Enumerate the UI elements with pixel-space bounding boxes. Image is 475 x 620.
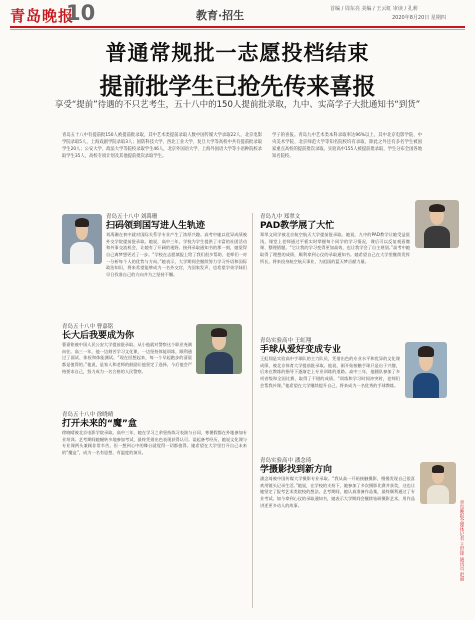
subheadline: 享受“提前”待遇的不只艺考生，五十八中的150人提前批录取，九中、实高学子大批通知书“到货” xyxy=(54,100,421,110)
headline-main: 普通常规批一志愿投档结束 xyxy=(105,40,370,65)
column-divider xyxy=(252,213,253,608)
profile-cao-jiaming xyxy=(62,324,192,408)
profile-body: 徐晓晴被北京电影学院录取。高中三年，她在学习之余坚持练习表演与台词，寒暑假都在外地参加专业培训。艺考期间她辗转多地参加考试，最终凭借出色表现获得认可。谈起备考经历，她说文化课与专业课两头兼顾非常辛苦，但一想到心中的舞台就觉得一切都值得。她希望在大学里打开自己未来的“魔盒”，成为一名有思想、有温度的演员。 xyxy=(62,430,247,455)
profile-liu-yushan xyxy=(62,214,247,332)
photo-wang-hongxiang xyxy=(405,342,447,398)
newspaper-logo: 青岛晚报 xyxy=(10,7,75,25)
reporter-credit: 青岛晚报全媒体记者 王世锋 通讯员 赵丽 xyxy=(459,500,464,581)
profile-title: 学摄影找到新方向 xyxy=(260,464,333,475)
profile-tag: 青岛实验高中 潘念琦 xyxy=(260,458,312,464)
issue-date: 2020年8月20日 星期四 xyxy=(392,15,446,21)
profile-wang-hongxiang xyxy=(260,338,400,451)
masthead-rule xyxy=(10,26,465,28)
photo-zheng-cuiwen xyxy=(415,200,459,248)
profile-body: 刘禹珊在初中就对国际关系学专业产生了浓厚兴趣。高考中她以优异成绩被外交学院提前批录取。她说，高中三年，学校为学生提供了丰富的社团活动和外事交流机会，让她有了开阔的视野。接到录取通知书的那一刻，她觉得自己离梦想更近了一步。“学校在志愿填报上给了我们很多帮助，老师们一对一分析每个人的优势与方向。”她表示，大学期间会继续努力学习外语和国际政治知识，将来希望能够成为一名外交官，为国家发声，也希望学弟学妹们早日找准自己的方向并为之坚持不懈。 xyxy=(106,232,247,277)
profile-body: 潘念琦被中国传媒大学摄影专业录取。“我从高一开始接触摄影，慢慢发现自己很喜欢用镜头记录生活。”她说，在学校的支持下，她参加了多次摄影比赛并获奖，这也让她坚定了报考艺术类院校的想法。艺考期间，她认真准备作品集，最终顺利通过了专业考试。如今拿到心仪的录取通知书，她表示大学期间会继续钻研摄影艺术，用作品讲述更多动人的故事。 xyxy=(260,476,415,508)
page-number: 10 xyxy=(66,1,96,25)
headline-secondary: 提前批学生已抢先传来喜报 xyxy=(99,73,376,100)
profile-title: 扫码领到国写进人生轨迹 xyxy=(106,220,206,231)
lead-paragraph-left: 青岛五十八中有提前批150人被提前批录取，其中艺术类提前录取人数中国传媒大学录取22人，北京电影学院录取5人，上海戏剧学院录取3人；国防科技大学、西北工业大学、复旦大学等高校中共有提前批录取学生20人；公安大学、政法大学等院校录取学生46人，北京外国语大学、上海外国语大学等小语种院校录取学生35人，高校专项计划及其他提前批次录取学生。 xyxy=(62,133,262,159)
lead-paragraph-right: 学子的喜报。青岛九中艺术类本科录取率达96%以上，其中北京电影学院、中央美术学院、北京师范大学等知名院校均有录取，除此之外还有多名学生被国家重点高校的提前批次录取。实验高中155人被提前批录取，学生分布全国各地知名院校。 xyxy=(272,133,422,159)
profile-zheng-cuiwen xyxy=(260,214,410,332)
photo-pan-nianqi xyxy=(420,462,456,504)
profile-title: PAD教学展了大忙 xyxy=(260,220,335,231)
profile-tag: 青岛五十八中 曹嘉铭 xyxy=(62,324,114,330)
masthead-rule-thin xyxy=(10,29,465,30)
profile-title: 长大后我要成为你 xyxy=(62,330,135,341)
profile-tag: 青岛实验高中 王虹翔 xyxy=(260,338,312,344)
profile-pan-nianqi xyxy=(260,458,415,616)
profile-tag: 青岛五十八中 刘禹珊 xyxy=(106,214,158,220)
editors-line: 首编 / 周东亮 美编 / 王云虹 审读 / 孔莉 xyxy=(330,6,418,12)
profile-body: 郑翠文同学被北京航空航天大学提前批录取。她说，九中的PAD教学让她受益匪浅，课堂上老师通过平板实时掌握每个同学的学习情况，课后可以反复观看微课、整理错题。“它让我的学习变得更加高效，也让我学会了自主规划。”高考中她取得了理想的成绩，顺利拿到心仪的录取通知书。她希望自己在大学里继续发挥所长，将来投身航空航天事业，为祖国的蓝天梦贡献力量。 xyxy=(260,232,410,264)
profile-body: 王虹翔是实验高中手球队的主力队员，凭借出色的专业水平和优异的文化课成绩，被北京体育大学提前批录取。他说，刚开始接触手球只是出于兴趣，后来在教练的指导下逐渐走上专业训练的道路。高中三年，他随队参加了多项省级和全国比赛，取得了不错的成绩。“训练和学习时间冲突时，老师们会帮我补课。”他希望在大学继续提升自己，将来成为一名优秀的手球教练。 xyxy=(260,356,400,388)
profile-tag: 青岛五十八中 徐晓晴 xyxy=(62,412,114,418)
profile-body: 曹嘉铭被中国人民公安大学提前批录取。从小他就对警察这个职业充满向往。高三一年，他一边刻苦学习文化课，一边坚持体能训练，顺利通过了面试、体检和体能测试。“现在回想起来，每一个早起跑步的清晨都是值得的。”他说，是家人和老师的鼓励让他坚定了选择，今后他会严格要求自己，努力成为一名合格的人民警察。 xyxy=(62,342,192,374)
profile-xu-xiaoqing xyxy=(62,412,247,610)
masthead xyxy=(0,0,475,28)
profile-title: 打开未来的“魔”盒 xyxy=(62,418,137,429)
profile-tag: 青岛九中 郑翠文 xyxy=(260,214,301,220)
profile-title: 手球从爱好变成专业 xyxy=(260,344,342,355)
section-title: 教育·招生 xyxy=(196,9,245,22)
